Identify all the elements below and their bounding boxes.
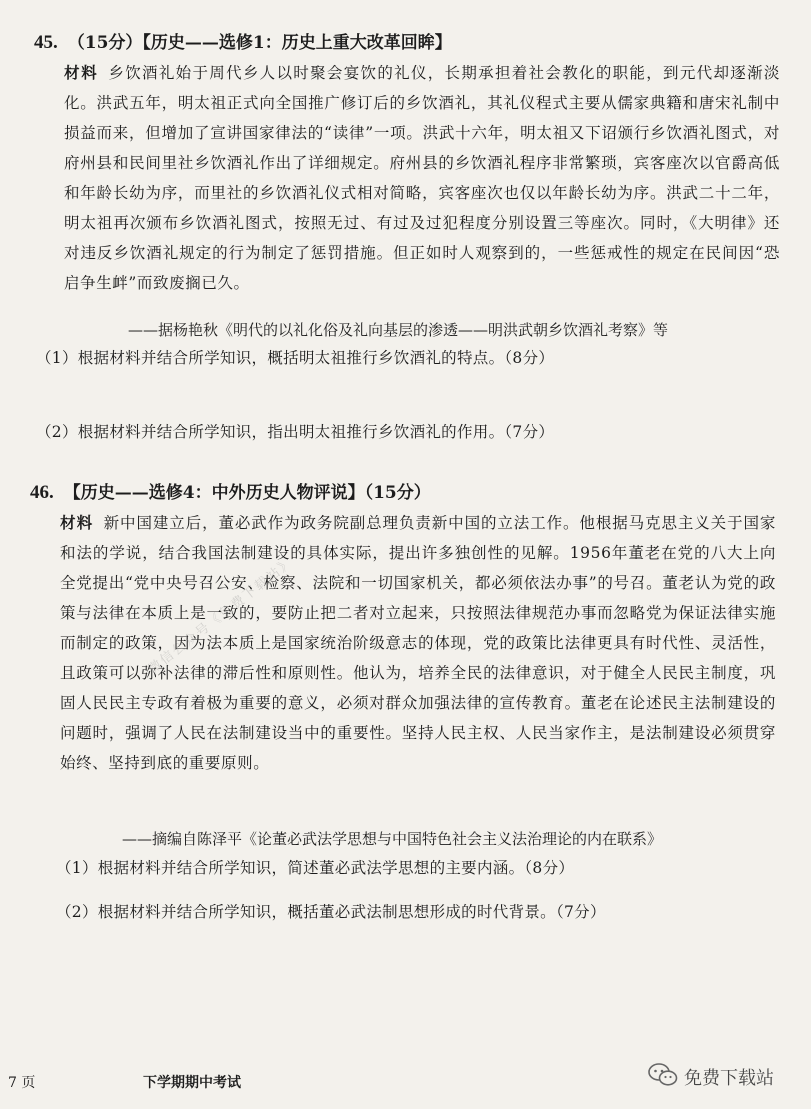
q45-source: ——据杨艳秋《明代的以礼化俗及礼向基层的渗透——明洪武朝乡饮酒礼考察》等 bbox=[128, 321, 669, 339]
q46-material-tag: 材料 bbox=[60, 513, 94, 532]
q45-title: （15分）【历史——选修1：历史上重大改革回眸】 bbox=[67, 33, 452, 53]
brand-mark bbox=[648, 1062, 774, 1092]
brand-name: 免费下载站 bbox=[684, 1068, 774, 1089]
q45-number: 45. bbox=[34, 32, 58, 53]
wechat-icon bbox=[648, 1062, 678, 1092]
q46-material-text: 新中国建立后，董必武作为政务院副总理负责新中国的立法工作。他根据马克思主义关于国家和法的学说，结合我国法制建设的具体实际，提出许多独创性的见解。1956年董老在党的八大上向全党提出“党中央号召公安、检察、法院和一切国家机关，都必须依法办事”的号召。董老认为党的政策与法律在本质上是一致的，要防止把二者对立起来，只按照法律规范办事而忽略党为保证法律实施而制定的政策，因为法本质上是国家统治阶级意志的体现，党的政策比法律更具有时代性、灵活性，且政策可以弥补法律的滞后性和原则性。他认为，培养全民的法律意识，对于健全人民民主制度，巩固人民民主专政有着极为重要的意义，必须对群众加强法律的宣传教育。董老在论述民主法制建设的问题时，强调了人民在法制建设当中的重要性。坚持人民主权、人民当家作主，是法制建设必须贯穿始终、坚持到底的重要原则。 bbox=[60, 514, 776, 772]
q45-material-text: 乡饮酒礼始于周代乡人以时聚会宴饮的礼仪，长期承担着社会教化的职能，到元代却逐渐淡化。洪武五年，明太祖正式向全国推广修订后的乡饮酒礼，其礼仪程式主要从儒家典籍和唐宋礼制中损益而来，但增加了宣讲国家律法的“读律”一项。洪武十六年，明太祖又下诏颁行乡饮酒礼图式，对府州县和民间里社乡饮酒礼作出了详细规定。府州县的乡饮酒礼程序非常繁琐，宾客座次以官爵高低和年龄长幼为序，而里社的乡饮酒礼仪式相对简略，宾客座次也仅以年龄长幼为序。洪武二十二年，明太祖再次颁布乡饮酒礼图式，按照无过、有过及过犯程度分别设置三等座次。同时，《大明律》还对违反乡饮酒礼规定的行为制定了惩罚措施。但正如时人观察到的，一些惩戒性的规定在民间因“恐启争生衅”而致废搁已久。 bbox=[64, 64, 780, 292]
watermark: 微信公众号《免费下载站》 bbox=[145, 554, 297, 678]
page-number: 7 页 bbox=[8, 1075, 36, 1091]
q46-heading bbox=[30, 482, 431, 504]
q46-title: 【历史——选修4：中外历史人物评说】（15分） bbox=[63, 483, 431, 503]
q46-source: ——摘编自陈泽平《论董必武法学思想与中国特色社会主义法治理论的内在联系》 bbox=[122, 830, 663, 848]
q45-task-2: （2）根据材料并结合所学知识，指出明太祖推行乡饮酒礼的作用。（7分） bbox=[36, 423, 555, 441]
q45-material-tag: 材料 bbox=[64, 63, 99, 82]
exam-name: 下学期期中考试 bbox=[143, 1075, 241, 1091]
q46-task-2: （2）根据材料并结合所学知识，概括董必武法制思想形成的时代背景。（7分） bbox=[56, 903, 606, 921]
q45-material bbox=[64, 58, 780, 298]
q45-heading bbox=[34, 32, 452, 54]
q46-task-1: （1）根据材料并结合所学知识，简述董必武法学思想的主要内涵。（8分） bbox=[56, 859, 575, 877]
q46-number: 46. bbox=[30, 482, 54, 503]
q45-task-1: （1）根据材料并结合所学知识，概括明太祖推行乡饮酒礼的特点。（8分） bbox=[36, 349, 555, 367]
